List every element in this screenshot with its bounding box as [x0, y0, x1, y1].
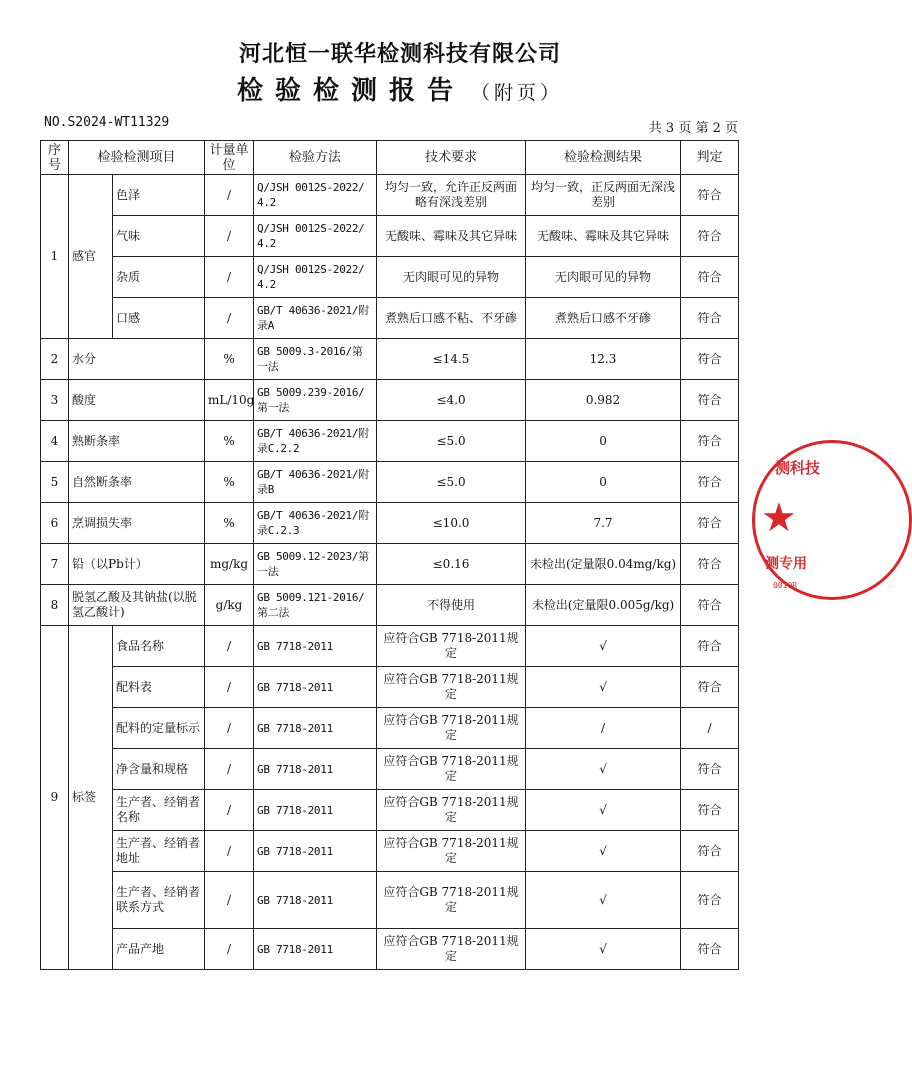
- table-row: [41, 216, 739, 257]
- company-name: 河北恒一联华检测科技有限公司: [238, 42, 561, 67]
- verdict-cell: 符合: [681, 216, 739, 257]
- result-cell: 煮熟后口感不牙碜: [526, 298, 681, 339]
- verdict-cell: 符合: [681, 790, 739, 831]
- requirement-cell: 应符合GB 7718-2011规定: [377, 749, 526, 790]
- result-cell: √: [526, 872, 681, 929]
- unit-cell: /: [205, 790, 254, 831]
- unit-cell: %: [205, 339, 254, 380]
- verdict-cell: 符合: [681, 929, 739, 970]
- result-cell: 7.7: [526, 503, 681, 544]
- result-cell: √: [526, 929, 681, 970]
- result-cell: 0: [526, 462, 681, 503]
- result-cell: 均匀一致，正反两面无深浅差别: [526, 175, 681, 216]
- unit-cell: /: [205, 749, 254, 790]
- requirement-cell: 应符合GB 7718-2011规定: [377, 667, 526, 708]
- row-no: 9: [41, 626, 69, 970]
- requirement-cell: ≤10.0: [377, 503, 526, 544]
- method-cell: Q/JSH 0012S-2022/4.2: [254, 216, 377, 257]
- method-cell: GB 7718-2011: [254, 872, 377, 929]
- table-row: [41, 462, 739, 503]
- seal-text-bottom: 测专用: [765, 556, 807, 572]
- table-row: [41, 626, 739, 667]
- row-no: 8: [41, 585, 69, 626]
- table-row: [41, 667, 739, 708]
- seal-text-top: 测科技: [775, 459, 821, 477]
- method-cell: GB 5009.239-2016/第一法: [254, 380, 377, 421]
- header-item: 检验检测项目: [69, 141, 205, 175]
- table-row: [41, 929, 739, 970]
- item-name: 色泽: [113, 175, 205, 216]
- unit-cell: /: [205, 175, 254, 216]
- requirement-cell: 应符合GB 7718-2011规定: [377, 626, 526, 667]
- header-result: 检验检测结果: [526, 141, 681, 175]
- unit-cell: /: [205, 626, 254, 667]
- table-row: [41, 298, 739, 339]
- requirement-cell: 应符合GB 7718-2011规定: [377, 831, 526, 872]
- requirement-cell: 应符合GB 7718-2011规定: [377, 929, 526, 970]
- verdict-cell: 符合: [681, 544, 739, 585]
- table-row: [41, 749, 739, 790]
- group-name: 感官: [69, 175, 113, 339]
- unit-cell: /: [205, 667, 254, 708]
- row-no: 2: [41, 339, 69, 380]
- requirement-cell: ≤5.0: [377, 421, 526, 462]
- table-row: [41, 380, 739, 421]
- requirement-cell: ≤14.5: [377, 339, 526, 380]
- page-info: 共 3 页 第 2 页: [648, 121, 738, 136]
- method-cell: GB 5009.121-2016/第二法: [254, 585, 377, 626]
- unit-cell: %: [205, 462, 254, 503]
- method-cell: GB 7718-2011: [254, 626, 377, 667]
- item-name: 净含量和规格: [113, 749, 205, 790]
- verdict-cell: 符合: [681, 257, 739, 298]
- result-cell: 无酸味、霉味及其它异味: [526, 216, 681, 257]
- result-cell: √: [526, 626, 681, 667]
- verdict-cell: 符合: [681, 503, 739, 544]
- table-row: [41, 831, 739, 872]
- report-table: [40, 140, 739, 970]
- header-unit: 计量单位: [205, 141, 254, 175]
- table-row: [41, 790, 739, 831]
- item-name: 铅（以Pb计）: [69, 544, 205, 585]
- unit-cell: /: [205, 872, 254, 929]
- item-name: 杂质: [113, 257, 205, 298]
- requirement-cell: 无酸味、霉味及其它异味: [377, 216, 526, 257]
- verdict-cell: 符合: [681, 749, 739, 790]
- verdict-cell: 符合: [681, 462, 739, 503]
- result-cell: 0: [526, 421, 681, 462]
- row-no: 7: [41, 544, 69, 585]
- row-no: 3: [41, 380, 69, 421]
- unit-cell: /: [205, 257, 254, 298]
- method-cell: GB/T 40636-2021/附录B: [254, 462, 377, 503]
- requirement-cell: 应符合GB 7718-2011规定: [377, 708, 526, 749]
- requirement-cell: 均匀一致，允许正反两面略有深浅差别: [377, 175, 526, 216]
- requirement-cell: ≤4.0: [377, 380, 526, 421]
- header-verdict: 判定: [681, 141, 739, 175]
- verdict-cell: 符合: [681, 831, 739, 872]
- result-cell: √: [526, 667, 681, 708]
- method-cell: GB/T 40636-2021/附录C.2.3: [254, 503, 377, 544]
- verdict-cell: 符合: [681, 421, 739, 462]
- row-no: 5: [41, 462, 69, 503]
- requirement-cell: 应符合GB 7718-2011规定: [377, 790, 526, 831]
- result-cell: √: [526, 749, 681, 790]
- table-row: [41, 421, 739, 462]
- table-row: [41, 708, 739, 749]
- method-cell: GB 5009.3-2016/第一法: [254, 339, 377, 380]
- method-cell: GB/T 40636-2021/附录C.2.2: [254, 421, 377, 462]
- result-cell: √: [526, 790, 681, 831]
- item-name: 配料表: [113, 667, 205, 708]
- method-cell: GB 7718-2011: [254, 708, 377, 749]
- requirement-cell: ≤5.0: [377, 462, 526, 503]
- table-row: [41, 585, 739, 626]
- item-name: 烹调损失率: [69, 503, 205, 544]
- unit-cell: mg/kg: [205, 544, 254, 585]
- item-name: 口感: [113, 298, 205, 339]
- report-title-text: 检验检测报告: [236, 76, 465, 106]
- header-method: 检验方法: [254, 141, 377, 175]
- table-row: [41, 175, 739, 216]
- requirement-cell: 煮熟后口感不粘、不牙碜: [377, 298, 526, 339]
- result-cell: 12.3: [526, 339, 681, 380]
- row-no: 6: [41, 503, 69, 544]
- unit-cell: /: [205, 216, 254, 257]
- seal-circle: [752, 440, 912, 600]
- method-cell: GB 7718-2011: [254, 749, 377, 790]
- requirement-cell: ≤0.16: [377, 544, 526, 585]
- table-row: [41, 872, 739, 929]
- verdict-cell: 符合: [681, 175, 739, 216]
- unit-cell: %: [205, 503, 254, 544]
- star-icon: ★: [761, 495, 797, 541]
- seal-number: 0010R: [773, 581, 798, 590]
- item-name: 生产者、经销者地址: [113, 831, 205, 872]
- method-cell: GB 7718-2011: [254, 929, 377, 970]
- unit-cell: /: [205, 831, 254, 872]
- report-subtitle: （附页）: [471, 82, 564, 104]
- table-row: [41, 544, 739, 585]
- item-name: 生产者、经销者联系方式: [113, 872, 205, 929]
- verdict-cell: 符合: [681, 585, 739, 626]
- verdict-cell: /: [681, 708, 739, 749]
- item-name: 生产者、经销者名称: [113, 790, 205, 831]
- table-row: [41, 257, 739, 298]
- item-name: 酸度: [69, 380, 205, 421]
- result-cell: 0.982: [526, 380, 681, 421]
- table-row: [41, 339, 739, 380]
- requirement-cell: 无肉眼可见的异物: [377, 257, 526, 298]
- method-cell: GB/T 40636-2021/附录A: [254, 298, 377, 339]
- result-cell: 无肉眼可见的异物: [526, 257, 681, 298]
- method-cell: GB 7718-2011: [254, 790, 377, 831]
- result-cell: 未检出(定量限0.04mg/kg): [526, 544, 681, 585]
- result-cell: /: [526, 708, 681, 749]
- item-name: 配料的定量标示: [113, 708, 205, 749]
- unit-cell: /: [205, 708, 254, 749]
- item-name: 水分: [69, 339, 205, 380]
- unit-cell: /: [205, 929, 254, 970]
- unit-cell: mL/10g: [205, 380, 254, 421]
- table-header-row: [41, 141, 739, 175]
- item-name: 食品名称: [113, 626, 205, 667]
- item-name: 气味: [113, 216, 205, 257]
- result-cell: √: [526, 831, 681, 872]
- official-seal: [752, 430, 821, 610]
- header-requirement: 技术要求: [377, 141, 526, 175]
- verdict-cell: 符合: [681, 626, 739, 667]
- requirement-cell: 不得使用: [377, 585, 526, 626]
- verdict-cell: 符合: [681, 380, 739, 421]
- verdict-cell: 符合: [681, 872, 739, 929]
- row-no: 1: [41, 175, 69, 339]
- result-cell: 未检出(定量限0.005g/kg): [526, 585, 681, 626]
- header-no: 序号: [41, 141, 69, 175]
- requirement-cell: 应符合GB 7718-2011规定: [377, 872, 526, 929]
- method-cell: Q/JSH 0012S-2022/4.2: [254, 257, 377, 298]
- item-name: 产品产地: [113, 929, 205, 970]
- row-no: 4: [41, 421, 69, 462]
- method-cell: GB 7718-2011: [254, 831, 377, 872]
- method-cell: Q/JSH 0012S-2022/4.2: [254, 175, 377, 216]
- group-name: 标签: [69, 626, 113, 970]
- unit-cell: %: [205, 421, 254, 462]
- verdict-cell: 符合: [681, 298, 739, 339]
- report-number: NO.S2024-WT11329: [44, 115, 170, 130]
- unit-cell: g/kg: [205, 585, 254, 626]
- verdict-cell: 符合: [681, 667, 739, 708]
- method-cell: GB 5009.12-2023/第一法: [254, 544, 377, 585]
- report-title: [0, 70, 800, 107]
- verdict-cell: 符合: [681, 339, 739, 380]
- item-name: 熟断条率: [69, 421, 205, 462]
- unit-cell: /: [205, 298, 254, 339]
- method-cell: GB 7718-2011: [254, 667, 377, 708]
- item-name: 自然断条率: [69, 462, 205, 503]
- table-row: [41, 503, 739, 544]
- item-name: 脱氢乙酸及其钠盐(以脱氢乙酸计): [69, 585, 205, 626]
